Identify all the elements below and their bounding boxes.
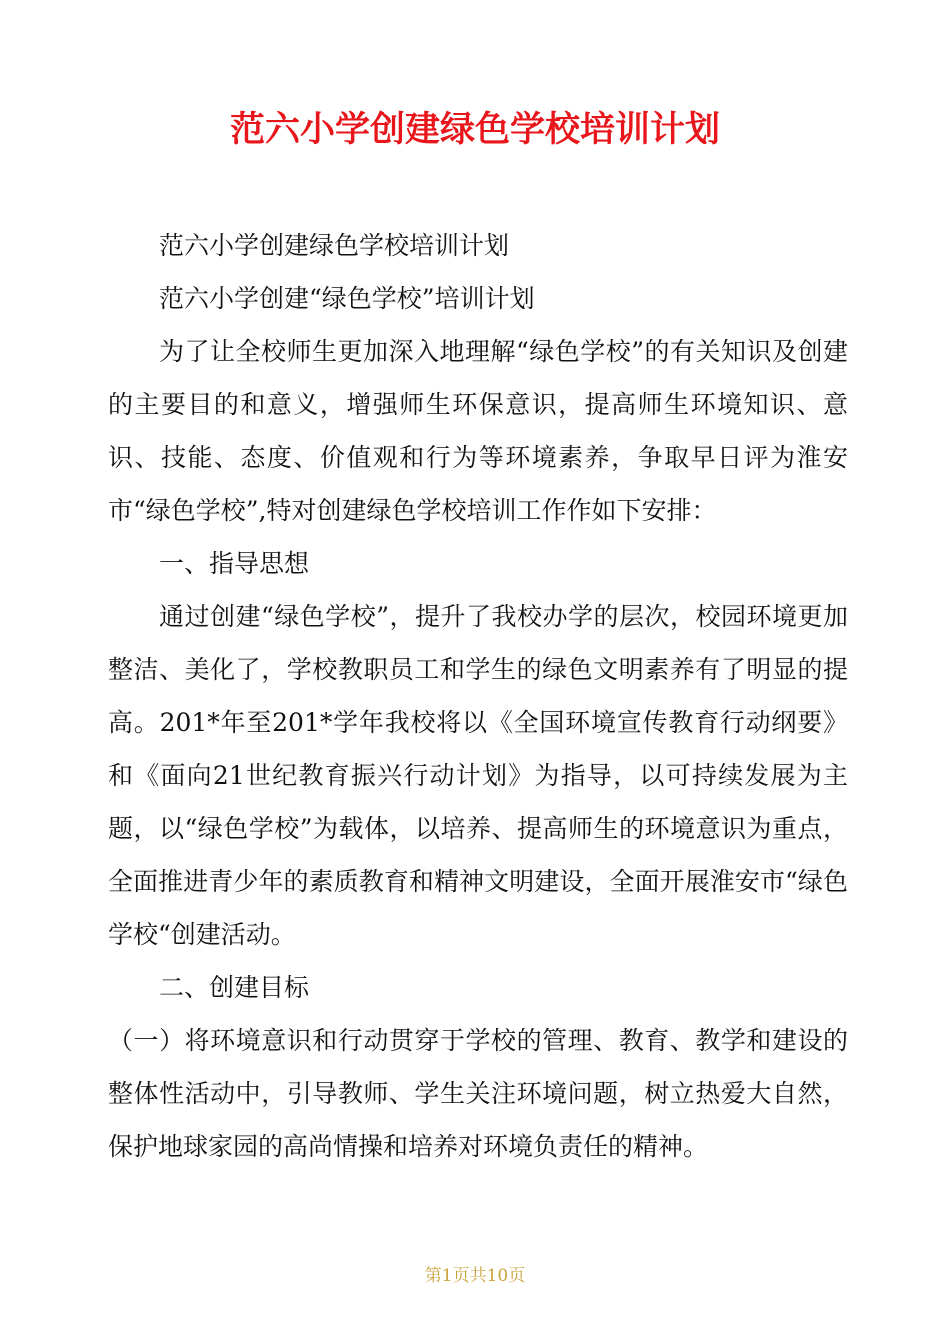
paragraph-intro: 为了让全校师生更加深入地理解“绿色学校”的有关知识及创建的主要目的和意义，增强师生环保意识，提高师生环境知识、意识、技能、态度、价值观和行为等环境素养，争取早日评为淮安市“绿色学校”,特对创建绿色学校培训工作作如下安排： xyxy=(108,337,848,525)
paragraph-guiding-thought: 通过创建“绿色学校”，提升了我校办学的层次，校园环境更加整洁、美化了，学校教职员工和学生的绿色文明素养有了明显的提高。201*年至201*学年我校将以《全国环境宣传教育行动纲要》和《面向21世纪教育振兴行动计划》为指导，以可持续发展为主题，以“绿色学校”为载体，以培养、提高师生的环境意识为重点，全面推进青少年的素质教育和精神文明建设，全面开展淮安市“绿色学校“创建活动。 xyxy=(108,602,848,949)
document-body xyxy=(108,219,848,1173)
paragraph-heading-repeat: 范六小学创建绿色学校培训计划 xyxy=(159,231,510,260)
page-number-footer: 第1页共10页 xyxy=(424,1266,526,1286)
paragraph-subtitle: 范六小学创建“绿色学校”培训计划 xyxy=(159,284,535,313)
paragraph-goal-1: （一）将环境意识和行动贯穿于学校的管理、教育、教学和建设的整体性活动中，引导教师、学生关注环境问题，树立热爱大自然，保护地球家园的高尚情操和培养对环境负责任的精神。 xyxy=(108,1026,848,1161)
section-heading-goals: 二、创建目标 xyxy=(159,973,310,1002)
section-heading-guiding-thought: 一、指导思想 xyxy=(159,549,310,578)
document-title: 范六小学创建绿色学校培训计划 xyxy=(229,110,720,150)
